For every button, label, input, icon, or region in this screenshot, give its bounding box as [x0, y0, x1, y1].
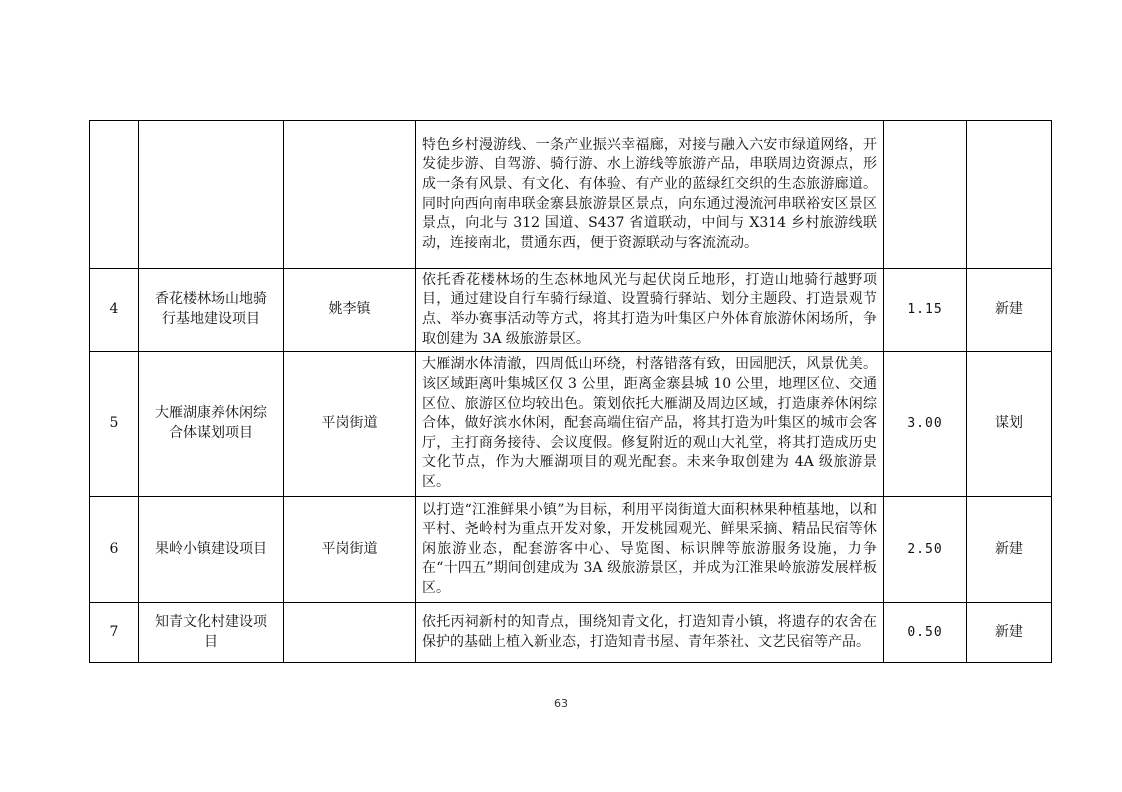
project-name-cell	[139, 497, 284, 603]
project-type-cell: 新建	[967, 497, 1052, 603]
project-name: 知青文化村建设项目	[155, 613, 267, 650]
row-number-cell: 5	[90, 352, 139, 497]
amount-cell: 0.50	[884, 603, 967, 663]
location-cell: 平岗街道	[284, 497, 416, 603]
project-type-cell: 新建	[967, 269, 1052, 352]
table-row	[90, 497, 1052, 603]
project-name-cell	[139, 121, 284, 269]
project-name-cell	[139, 603, 284, 663]
project-name: 大雁湖康养休闲综合体谋划项目	[155, 405, 267, 441]
project-name: 香花楼林场山地骑行基地建设项目	[155, 291, 267, 327]
project-table	[89, 120, 1052, 663]
project-name-cell	[139, 352, 284, 497]
table-row	[90, 352, 1052, 497]
project-name-cell	[139, 269, 284, 352]
location-cell: 姚李镇	[284, 269, 416, 352]
description-text: 大雁湖水体清澈，四周低山环绕，村落错落有致，田园肥沃，风景优美。该区域距离叶集城区仅 3 公里，距离金寨县城 10 公里，地理区位、交通区位、旅游区位均较出色。策划依托大雁湖及周边区域，打造康养休闲综合体，做好滨水休闲，配套高端住宿产品，将其打造为叶集区的城市会客厅，主打商务接待、会议度假。修复附近的观山大礼堂，将其打造成历史文化节点，作为大雁湖项目的观光配套。未来争取创建为 4A 级旅游景区。	[422, 356, 877, 490]
location-cell	[284, 121, 416, 269]
amount-cell: 1.15	[884, 269, 967, 352]
table-row	[90, 121, 1052, 269]
amount-cell: 2.50	[884, 497, 967, 603]
description-cell	[416, 497, 884, 603]
table-row	[90, 603, 1052, 663]
description-text: 依托香花楼林场的生态林地风光与起伏岗丘地形，打造山地骑行越野项目，通过建设自行车骑行绿道、设置骑行驿站、划分主题段、打造景观节点、举办赛事活动等方式，将其打造为叶集区户外体育旅游休闲场所，争取创建为 3A 级旅游景区。	[422, 271, 877, 347]
project-type-cell	[967, 121, 1052, 269]
description-cell	[416, 269, 884, 352]
page-number: 63	[554, 697, 568, 710]
amount-cell	[884, 121, 967, 269]
description-cell	[416, 121, 884, 269]
description-text: 依托丙祠新村的知青点，围绕知青文化，打造知青小镇，将遗存的农舍在保护的基础上植入新业态，打造知青书屋、青年茶社、文艺民宿等产品。	[422, 613, 877, 650]
project-type-cell: 谋划	[967, 352, 1052, 497]
project-name: 果岭小镇建设项目	[155, 540, 267, 557]
location-cell: 平岗街道	[284, 352, 416, 497]
description-cell	[416, 352, 884, 497]
table-row	[90, 269, 1052, 352]
description-text: 特色乡村漫游线、一条产业振兴幸福廊，对接与融入六安市绿道网络，开发徒步游、自驾游、骑行游、水上游线等旅游产品，串联周边资源点，形成一条有风景、有文化、有体验、有产业的蓝绿红交织的生态旅游廊道。同时向西向南串联金寨县旅游景区景点，向东通过漫流河串联裕安区景区景点，向北与 312 国道、S437 省道联动，中间与 X314 乡村旅游线联动，连接南北，贯通东西，便于资源联动与客流流动。	[422, 136, 877, 251]
description-cell	[416, 603, 884, 663]
row-number-cell: 6	[90, 497, 139, 603]
row-number-cell: 4	[90, 269, 139, 352]
row-number-cell	[90, 121, 139, 269]
description-text: 以打造“江淮鲜果小镇”为目标，利用平岗街道大面积林果种植基地，以和平村、尧岭村为重点开发对象，开发桃园观光、鲜果采摘、精品民宿等休闲旅游业态，配套游客中心、导览图、标识牌等旅游服务设施，力争在“十四五”期间创建成为 3A 级旅游景区，并成为江淮果岭旅游发展样板区。	[422, 501, 877, 596]
row-number-cell: 7	[90, 603, 139, 663]
amount-cell: 3.00	[884, 352, 967, 497]
project-type-cell: 新建	[967, 603, 1052, 663]
location-cell	[284, 603, 416, 663]
